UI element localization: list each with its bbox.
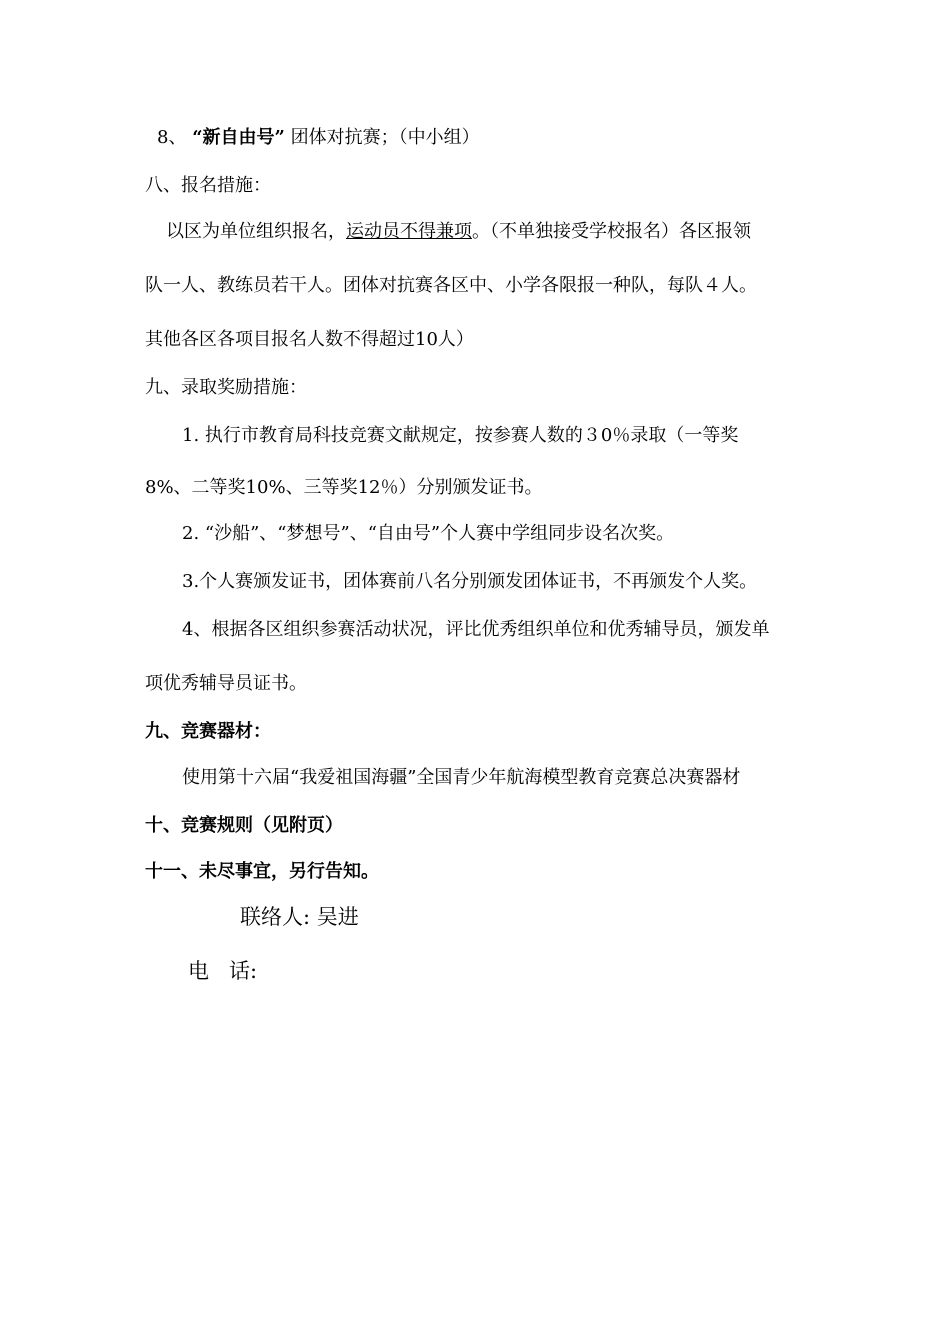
registration-underlined: 运动员不得兼项 [346,221,472,242]
award-4-line-2: 项优秀辅导员证书。 [145,673,307,694]
award-1-line-1: 1. 执行市教育局科技竞赛文献规定，按参赛人数的３0％录取（一等奖 [182,425,739,446]
award-1-line-2: 8%、二等奖10%、三等奖12％）分别颁发证书。 [145,477,543,498]
item-8-name: “新自由号” [192,127,285,148]
registration-line-2: 队一人、教练员若干人。团体对抗赛各区中、小学各限报一种队，每队４人。 [145,275,757,296]
contact-person: 联络人: 吴进 [240,905,359,929]
section-9b-heading: 九、竞赛器材： [145,721,271,742]
award-3: 3.个人赛颁发证书，团体赛前八名分别颁发团体证书，不再颁发个人奖。 [182,571,758,592]
award-2: 2. “沙船”、“梦想号”、“自由号”个人赛中学组同步设名次奖。 [182,523,675,544]
item-8-text: 团体对抗赛；（中小组） [290,127,480,148]
award-4-line-1: 4、根据各区组织参赛活动状况，评比优秀组织单位和优秀辅导员，颁发单 [182,619,770,640]
item-8 [157,126,480,150]
registration-text-b: 。（不单独接受学校报名）各区报领 [472,221,751,242]
equipment-text: 使用第十六届“我爱祖国海疆”全国青少年航海模型教育竞赛总决赛器材 [182,767,741,788]
registration-line-3: 其他各区各项目报名人数不得超过10人） [145,329,474,350]
section-10-heading: 十、竞赛规则（见附页） [145,815,343,836]
registration-text-a: 以区为单位组织报名， [166,221,346,242]
section-9-heading: 九、录取奖励措施： [145,377,307,398]
section-8-heading: 八、报名措施： [145,175,271,196]
section-11-heading: 十一、未尽事宜，另行告知。 [145,861,379,882]
registration-line-1 [166,220,751,244]
item-8-number: 8、 [157,127,187,148]
contact-phone-label: 电 话: [188,959,258,983]
